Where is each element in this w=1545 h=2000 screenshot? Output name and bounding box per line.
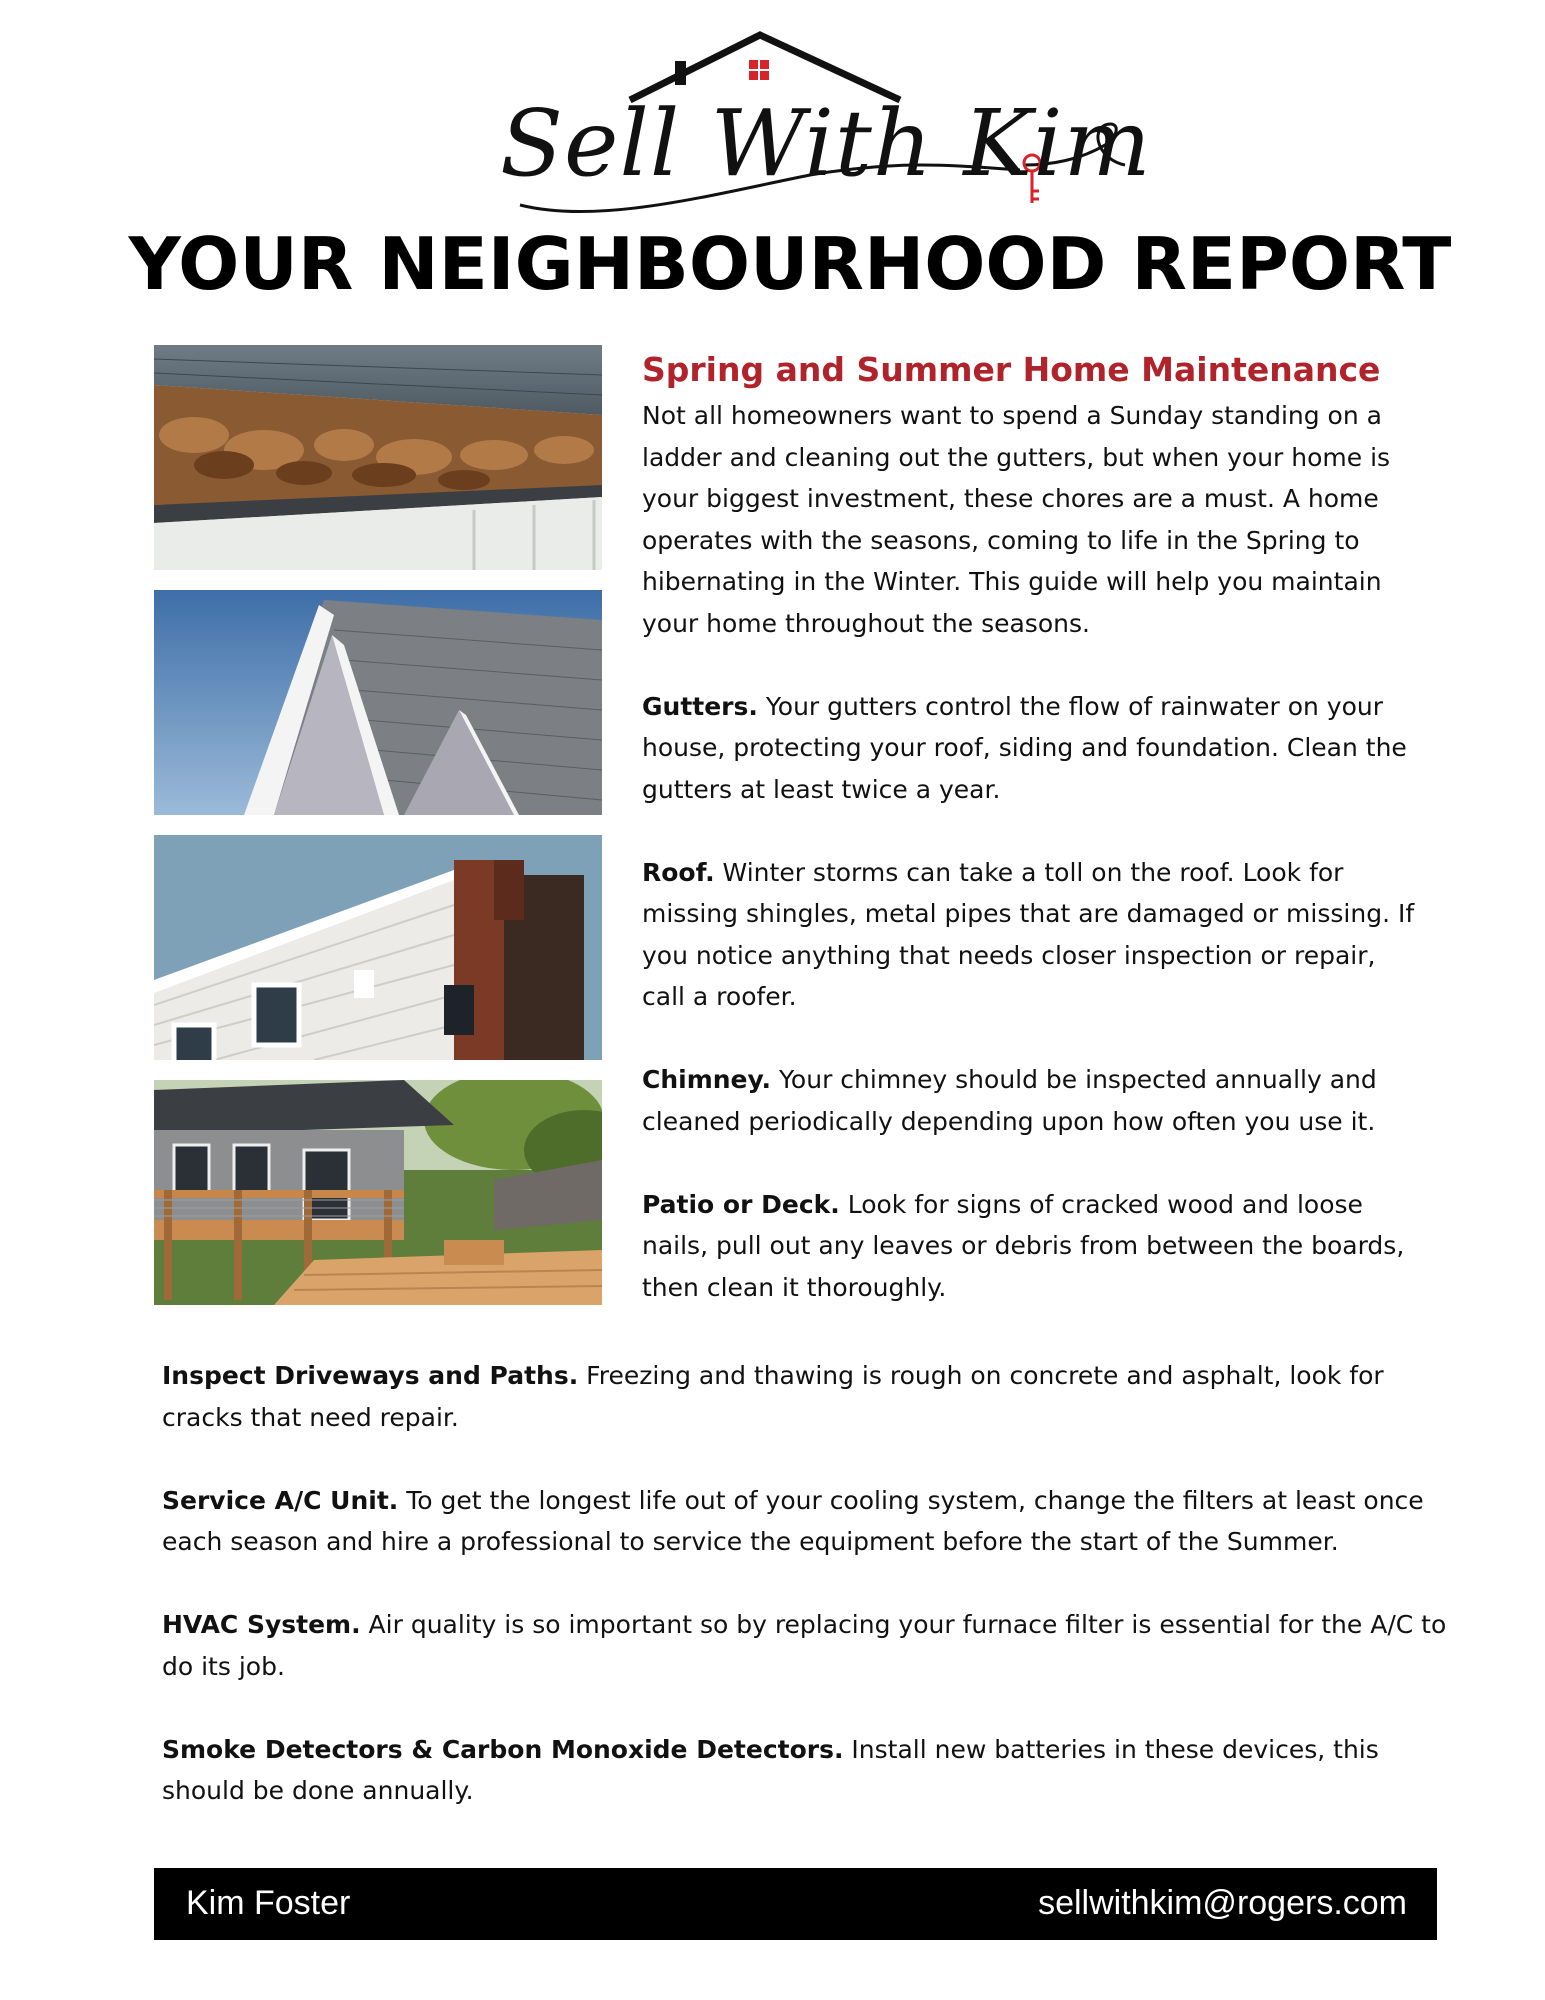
tip-term: Patio or Deck. xyxy=(642,1189,840,1219)
tip-term: Inspect Driveways and Paths. xyxy=(162,1361,579,1390)
tip-roof xyxy=(642,852,1422,1018)
gutter-leaves-photo xyxy=(154,345,602,570)
report-title: YOUR NEIGHBOURHOOD REPORT xyxy=(128,222,1452,306)
additional-tips xyxy=(162,1355,1462,1853)
tip-text: Winter storms can take a toll on the roof. Look for missing shingles, metal pipes that are damaged or missing. If you notice anything that needs closer inspection or repair, call a roofer. xyxy=(642,857,1415,1011)
main-article xyxy=(642,350,1422,1350)
tip-term: Smoke Detectors & Carbon Monoxide Detectors. xyxy=(162,1734,844,1764)
tip-text: Install new batteries in these devices, this should be done annually. xyxy=(162,1734,1379,1805)
tip-hvac xyxy=(162,1604,1462,1687)
tip-term: Gutters. xyxy=(642,691,758,721)
tip-text: Air quality is so important so by replacing your furnace filter is essential for the A/C to do its job. xyxy=(162,1610,1447,1681)
roof-shingles-photo xyxy=(154,590,602,815)
tip-text: To get the longest life out of your cooling system, change the filters at least once each season and hire a professional to service the equipment before the start of the Summer. xyxy=(162,1485,1424,1556)
brand-logo xyxy=(480,25,1152,240)
tip-ac-unit xyxy=(162,1480,1462,1563)
tip-term: HVAC System. xyxy=(162,1610,361,1639)
intro-paragraph: Not all homeowners want to spend a Sunday standing on a ladder and cleaning out the gutters, but when your home is your biggest investment, these chores are a must. A home operates with the seasons, coming to life in the Spring to hibernating in the Winter. This guide will help you maintain your home throughout the seasons. xyxy=(642,401,1391,638)
tip-driveways xyxy=(162,1355,1462,1438)
tip-gutters xyxy=(642,686,1422,811)
house-siding-chimney-photo xyxy=(154,835,602,1060)
tip-text: Look for signs of cracked wood and loose nails, pull out any leaves or debris from between the boards, then clean it thoroughly. xyxy=(642,1189,1405,1302)
backyard-deck-photo xyxy=(154,1080,602,1305)
tip-text: Freezing and thawing is rough on concrete and asphalt, look for cracks that need repair. xyxy=(162,1361,1384,1432)
section-heading: Spring and Summer Home Maintenance xyxy=(642,350,1381,389)
agent-email[interactable]: sellwithkim@rogers.com xyxy=(1038,1884,1407,1922)
tip-term: Chimney. xyxy=(642,1065,772,1094)
tip-patio-deck xyxy=(642,1184,1422,1309)
tip-term: Service A/C Unit. xyxy=(162,1485,399,1515)
logo-text: Sell With Kim xyxy=(500,90,1152,197)
footer-bar xyxy=(154,1868,1437,1940)
tip-chimney xyxy=(642,1059,1422,1142)
tip-text: Your gutters control the flow of rainwater on your house, protecting your roof, siding and foundation. Clean the gutters at least twice a year. xyxy=(642,691,1407,804)
agent-name: Kim Foster xyxy=(186,1884,351,1922)
tip-text: Your chimney should be inspected annually and cleaned periodically depending upon how often you use it. xyxy=(642,1065,1377,1136)
tip-term: Roof. xyxy=(642,857,715,887)
tip-detectors xyxy=(162,1729,1462,1812)
